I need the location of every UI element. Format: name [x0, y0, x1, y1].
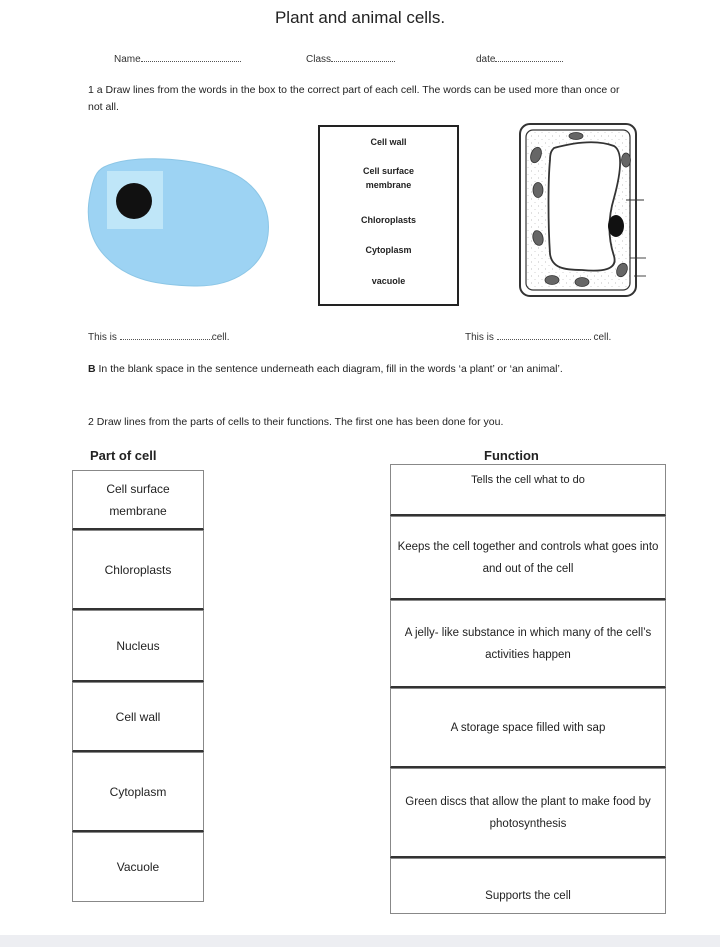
plant-cell-blank[interactable]: [497, 330, 591, 340]
word-cytoplasm: Cytoplasm: [365, 245, 412, 255]
function-green-discs[interactable]: Green discs that allow the plant to make food by photosynthesis: [390, 768, 666, 858]
name-label: Name: [114, 54, 141, 65]
plant-cell-diagram: [516, 120, 646, 302]
question-b-number: B: [88, 363, 96, 375]
animal-cell-sentence: [88, 330, 229, 343]
animal-nucleus: [116, 183, 152, 219]
chloroplast: [545, 276, 559, 285]
page-title: Plant and animal cells.: [274, 8, 446, 27]
question-b-text: In the blank space in the sentence underneath each diagram, fill in the words ‘a plant’ or ‘an animal’.: [98, 363, 563, 375]
word-cell-surface-membrane: Cell surface membrane: [362, 166, 415, 190]
function-tells-cell-what-to-do[interactable]: Tells the cell what to do: [390, 464, 666, 516]
date-field: [476, 52, 563, 65]
plant-vacuole: [549, 142, 621, 270]
word-cell-wall: Cell wall: [370, 137, 407, 147]
function-keeps-cell-together[interactable]: Keeps the cell together and controls what goes into and out of the cell: [390, 516, 666, 600]
this-is-right-suffix: cell.: [593, 332, 612, 343]
part-vacuole[interactable]: Vacuole: [72, 832, 204, 902]
question-b: [88, 361, 633, 378]
function-jelly-like-substance[interactable]: A jelly- like substance in which many of the cell’s activities happen: [390, 600, 666, 688]
question-2: [88, 414, 648, 431]
class-field: [306, 52, 395, 65]
part-cell-surface-membrane[interactable]: Cell surface membrane: [72, 470, 204, 530]
part-cytoplasm[interactable]: Cytoplasm: [72, 752, 204, 832]
question-1a: [88, 82, 633, 116]
chloroplast: [533, 183, 543, 198]
part-chloroplasts[interactable]: Chloroplasts: [72, 530, 204, 610]
word-box: [318, 125, 459, 306]
this-is-left-prefix: This is: [88, 332, 117, 343]
name-blank[interactable]: [141, 52, 241, 62]
part-of-cell-heading: Part of cell: [90, 448, 157, 463]
function-storage-space[interactable]: A storage space filled with sap: [390, 688, 666, 768]
animal-cell-blank[interactable]: [120, 330, 212, 340]
word-vacuole: vacuole: [371, 276, 406, 286]
word-chloroplasts: Chloroplasts: [360, 215, 416, 225]
function-supports-cell[interactable]: Supports the cell: [390, 858, 666, 914]
animal-cell-diagram: [84, 155, 274, 291]
chloroplast: [569, 133, 583, 140]
question-2-text: Draw lines from the parts of cells to their functions. The first one has been done for you.: [96, 416, 504, 428]
question-1a-number: 1 a: [88, 84, 103, 96]
this-is-left-suffix: cell.: [211, 332, 230, 343]
date-blank[interactable]: [495, 52, 563, 62]
class-blank[interactable]: [331, 52, 395, 62]
chloroplast: [575, 278, 589, 287]
question-1a-text: Draw lines from the words in the box to the correct part of each cell. The words can be used more than once or not all.: [88, 84, 620, 113]
class-label: Class: [306, 54, 332, 65]
name-field: [114, 52, 241, 65]
part-cell-wall[interactable]: Cell wall: [72, 682, 204, 752]
chloroplast: [622, 153, 631, 167]
question-2-number: 2: [88, 416, 94, 428]
date-label: date: [476, 54, 496, 65]
part-nucleus[interactable]: Nucleus: [72, 610, 204, 682]
this-is-right-prefix: This is: [465, 332, 494, 343]
plant-cell-sentence: [465, 330, 611, 343]
function-heading: Function: [484, 448, 539, 463]
plant-nucleus: [608, 215, 624, 237]
